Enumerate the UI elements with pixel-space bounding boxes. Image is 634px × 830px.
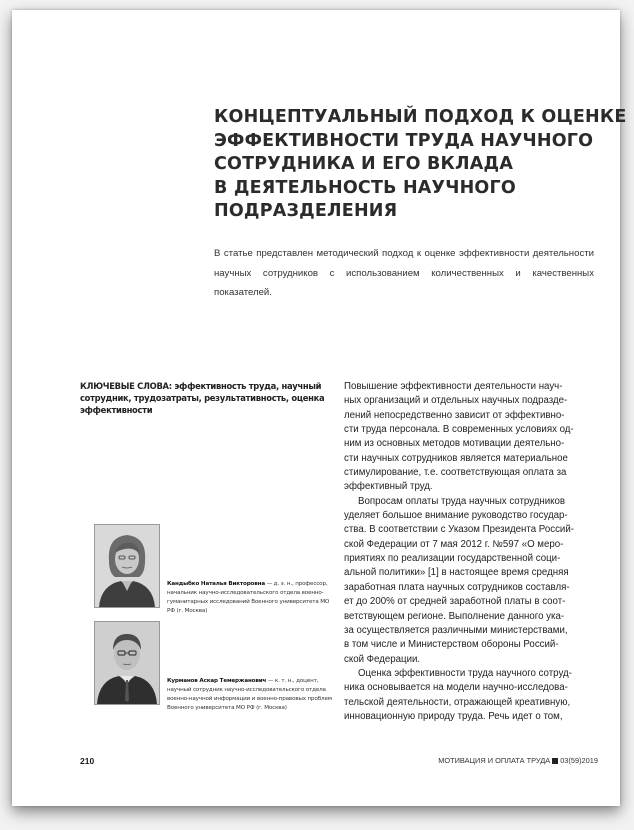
body-line: сти труда персонала. В современных условиях од- <box>344 424 574 436</box>
author-name: Курманов Аскар Темержанович <box>167 678 267 684</box>
body-line: инновационную природу труда. Речь идет о том, <box>344 710 563 722</box>
body-line: уделяет большое внимание руководство государ- <box>344 510 568 522</box>
keywords <box>80 380 342 416</box>
author-info <box>167 580 335 616</box>
author-bio: — д. э. н., профессор, начальник научно-исследовательского отдела военно-гуманитарных исследований Военного университета МО РФ (г. Москва) <box>167 581 330 614</box>
title-line: ЭФФЕКТИВНОСТИ ТРУДА НАУЧНОГО <box>214 130 594 151</box>
body-line: ных организаций и отдельных научных подразде- <box>344 395 568 407</box>
body-line: стимулирование, т.е. соответствующая оплата за <box>344 467 567 479</box>
author-bio: — к. т. н., доцент, научный сотрудник научно-исследовательского отдела военно-научной информации и военно-правовых проблем Военного университета МО РФ (г. Москва) <box>167 678 332 711</box>
article-body <box>344 380 596 724</box>
body-line: тельской деятельности, отражающей креативную, <box>344 696 571 708</box>
body-line: ника основывается на модели научно-исследова- <box>344 682 568 694</box>
body-line: Вопросам оплаты труда научных сотрудников <box>358 495 566 507</box>
body-line: в том числе и Министерством обороны Россий- <box>344 639 559 651</box>
article-title <box>214 106 627 224</box>
title-line: ПОДРАЗДЕЛЕНИЯ <box>214 201 398 221</box>
body-line: ним из основных методов мотивации деятельно- <box>344 438 565 450</box>
journal-name: МОТИВАЦИЯ И ОПЛАТА ТРУДА <box>438 756 551 765</box>
body-line: ветствующем регионе. Выполнение данного ука- <box>344 610 565 622</box>
body-line: ской Федерации. <box>344 653 421 665</box>
journal-issue: 03(59)2019 <box>560 756 598 765</box>
body-line: за осуществляется различными министерствами, <box>344 624 568 636</box>
body-line: ет до 200% от средней заработной платы в соот- <box>344 596 566 608</box>
body-paragraph <box>344 667 596 724</box>
title-line: В ДЕЯТЕЛЬНОСТЬ НАУЧНОГО <box>214 177 516 198</box>
body-paragraph <box>344 380 596 495</box>
journal-footer <box>438 756 598 765</box>
body-line: ства. В соответствии с Указом Президента Россий- <box>344 524 574 536</box>
body-line: альной политики» [1] в настоящее время средняя <box>344 567 569 579</box>
author-info <box>167 677 335 713</box>
page-number: 210 <box>80 756 95 766</box>
keywords-text: эффективность труда, научный сотрудник, трудозатраты, результативность, оценка эффективности <box>80 381 325 415</box>
body-line: Повышение эффективности деятельности науч- <box>344 381 563 392</box>
body-line: сти научных сотрудников является материальное <box>344 452 568 464</box>
body-line: эффективный труд. <box>344 481 433 493</box>
male-author-portrait-icon <box>94 621 160 705</box>
article-abstract: В статье представлен методический подход к оценке эффективности деятельности научных сотрудников с использованием количественных и качественных показателей. <box>214 248 594 298</box>
title-line: КОНЦЕПТУАЛЬНЫЙ ПОДХОД К ОЦЕНКЕ <box>214 107 627 127</box>
female-author-portrait-icon <box>94 524 160 608</box>
keywords-label: КЛЮЧЕВЫЕ СЛОВА: <box>80 381 172 391</box>
title-line: СОТРУДНИКА И ЕГО ВКЛАДА <box>214 154 514 174</box>
body-line: заработная плата научных сотрудников составля- <box>344 581 570 593</box>
body-paragraph <box>344 495 596 667</box>
square-separator-icon <box>552 758 558 764</box>
body-line: приятиях по реализации государственной соци- <box>344 553 561 565</box>
body-line: ской Федерации от 7 мая 2012 г. №597 «О меро- <box>344 538 564 550</box>
body-line: лений непосредственно зависит от эффективно- <box>344 409 565 421</box>
body-line: Оценка эффективности труда научного сотруд- <box>358 667 572 679</box>
journal-page <box>12 10 627 806</box>
author-name: Кандыбко Наталья Викторовна <box>167 581 265 587</box>
